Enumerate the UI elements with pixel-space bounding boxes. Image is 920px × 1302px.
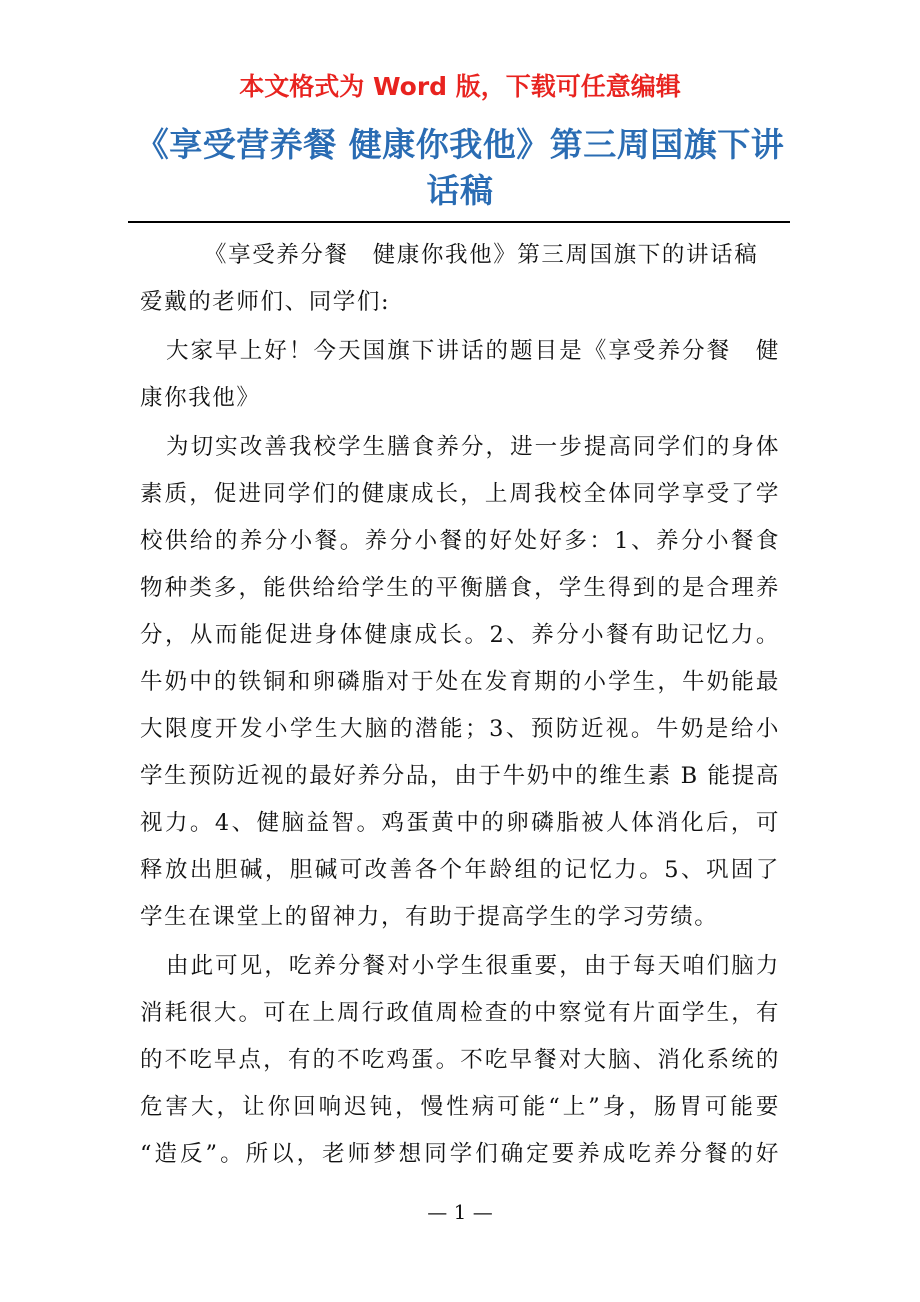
paragraph-line: 为切实改善我校学生膳食养分，进一步提高同学们的身体 — [166, 434, 780, 460]
paragraph-line: 学生预防近视的最好养分品，由于牛奶中的维生素 B 能提高 — [140, 763, 780, 789]
paragraph-line: 校供给的养分小餐。养分小餐的好处好多：1、养分小餐食 — [140, 528, 780, 554]
format-notice: 本文格式为 Word 版，下载可任意编辑 — [239, 72, 681, 101]
paragraph-line: 牛奶中的铁铜和卵磷脂对于处在发育期的小学生，牛奶能最 — [140, 669, 780, 695]
paragraph-line: 大限度开发小学生大脑的潜能；3、预防近视。牛奶是给小 — [140, 716, 780, 742]
subtitle-line: 《享受养分餐 健康你我他》第三周国旗下的讲话稿 — [204, 242, 759, 268]
paragraph-line: 分，从而能促进身体健康成长。2、养分小餐有助记忆力。 — [140, 622, 780, 648]
paragraph-line: 危害大，让你回响迟钝，慢性病可能“上”身，肠胃可能要 — [140, 1094, 780, 1120]
paragraph-line: 释放出胆碱，胆碱可改善各个年龄组的记忆力。5、巩固了 — [140, 857, 780, 883]
title-line-2: 话稿 — [426, 171, 494, 210]
paragraph-line: 素质，促进同学们的健康成长，上周我校全体同学享受了学 — [140, 481, 780, 507]
paragraph-line: 物种类多，能供给给学生的平衡膳食，学生得到的是合理养 — [140, 575, 780, 601]
paragraph-line: 康你我他》 — [140, 385, 261, 411]
page-number: — 1 — — [427, 1200, 493, 1224]
document-body — [140, 232, 780, 1178]
paragraph-line: 大家早上好！今天国旗下讲话的题目是《享受养分餐 健 — [166, 338, 780, 364]
document-title — [120, 122, 800, 214]
paragraph-line: 消耗很大。可在上周行政值周检查的中察觉有片面学生，有 — [140, 1000, 780, 1026]
title-line-1: 《享受营养餐 健康你我他》第三周国旗下讲 — [135, 125, 785, 164]
paragraph-line: 学生在课堂上的留神力，有助于提高学生的学习劳绩。 — [140, 904, 719, 930]
title-divider — [128, 221, 790, 223]
salutation-line: 爱戴的老师们、同学们: — [140, 289, 391, 315]
paragraph-line: 视力。4、健脑益智。鸡蛋黄中的卵磷脂被人体消化后，可 — [140, 810, 780, 836]
paragraph-line: “造反”。所以，老师梦想同学们确定要养成吃养分餐的好 — [140, 1141, 780, 1167]
paragraph-line: 的不吃早点，有的不吃鸡蛋。不吃早餐对大脑、消化系统的 — [140, 1047, 780, 1073]
paragraph-line: 由此可见，吃养分餐对小学生很重要，由于每天咱们脑力 — [166, 953, 780, 979]
